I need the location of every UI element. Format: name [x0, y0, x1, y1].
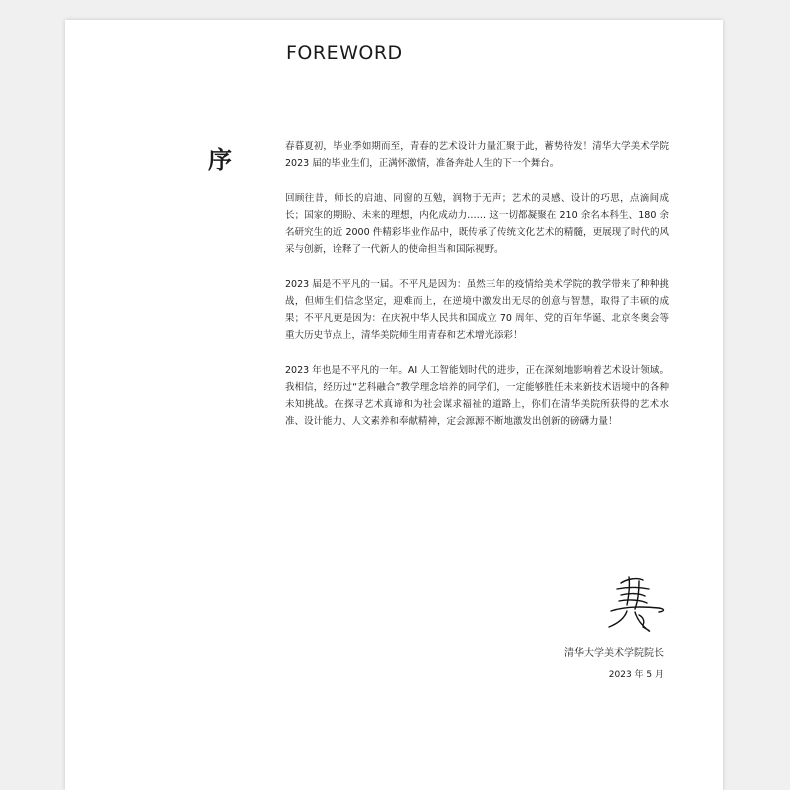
document-page	[65, 20, 723, 790]
paragraph-3: 2023 届是不平凡的一届。不平凡是因为：虽然三年的疫情给美术学院的教学带来了种种挑战，但师生们信念坚定，迎难而上，在逆境中激发出无尽的创意与智慧，取得了丰硕的成果；不平凡更是因为：在庆祝中华人民共和国成立 70 周年、党的百年华诞、北京冬奥会等重大历史节点上，清华美院师生用青春和艺术增光添彩！	[285, 279, 669, 341]
paragraph-2: 回顾往昔，师长的启迪、同窗的互勉，润物于无声；艺术的灵感、设计的巧思，点滴间成长；国家的期盼、未来的理想，内化成动力…… 这一切都凝聚在 210 余名本科生、180 余名研究生的近 2000 件精彩毕业作品中，既传承了传统文化艺术的精髓，更展现了时代的风采与创新，诠释了一代新人的使命担当和国际视野。	[285, 193, 669, 255]
paragraph-4: 2023 年也是不平凡的一年。AI 人工智能划时代的进步，正在深刻地影响着艺术设计领域。我相信，经历过“艺科融合”教学理念培养的同学们，一定能够胜任未来新技术语境中的各种未知挑战。在探寻艺术真谛和为社会谋求福祉的道路上，你们在清华美院所获得的艺术水准、设计能力、人文素养和奉献精神，定会源源不断地激发出创新的磅礴力量！	[285, 365, 669, 427]
handwritten-signature	[599, 575, 669, 635]
signatory-title: 清华大学美术学院院长	[564, 648, 664, 659]
preface-body	[285, 138, 669, 448]
paragraph-1: 春暮夏初，毕业季如期而至，青春的艺术设计力量汇聚于此，蓄势待发！清华大学美术学院 2023 届的毕业生们，正满怀激情，准备奔赴人生的下一个舞台。	[285, 141, 669, 169]
signature-date: 2023 年 5 月	[608, 670, 664, 680]
foreword-heading: FOREWORD	[286, 42, 403, 64]
preface-title: 序	[208, 146, 232, 174]
